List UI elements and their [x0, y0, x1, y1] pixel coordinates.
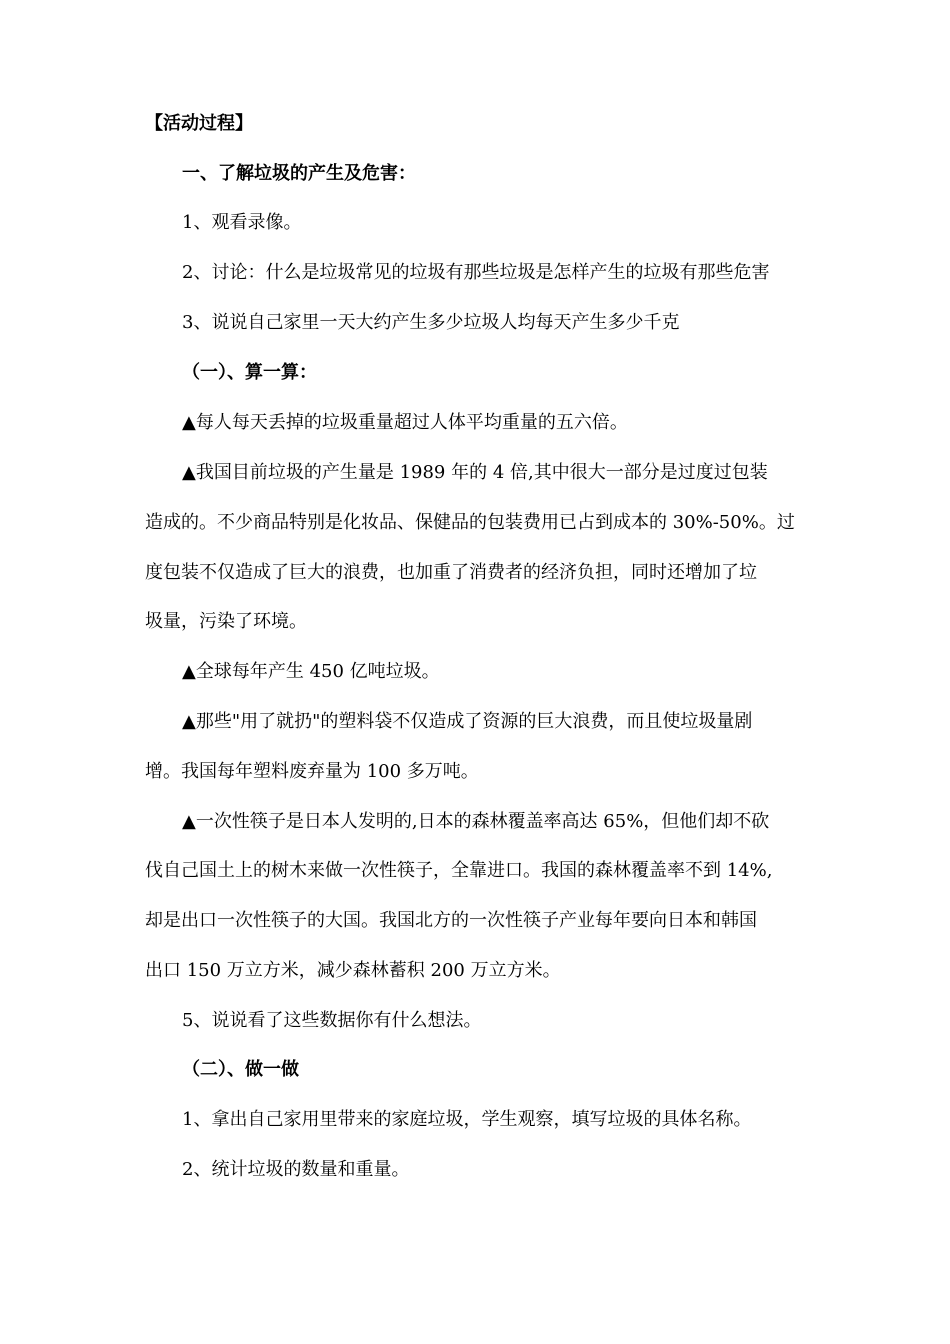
fact-paragraph-line: 增。我国每年塑料废弃量为 100 多万吨。 — [145, 761, 479, 782]
fact-paragraph-line: 却是出口一次性筷子的大国。我国北方的一次性筷子产业每年要向日本和韩国 — [145, 910, 757, 931]
fact-paragraph-line: 圾量，污染了环境。 — [145, 611, 307, 632]
list-item: 2、讨论：什么是垃圾常见的垃圾有那些垃圾是怎样产生的垃圾有那些危害 — [182, 262, 770, 283]
list-item: 2、统计垃圾的数量和重量。 — [182, 1159, 410, 1180]
subsection-calculate-title: （一）、算一算： — [182, 362, 317, 383]
fact-paragraph-line: 出口 150 万立方米，减少森林蓄积 200 万立方米。 — [145, 960, 561, 981]
section-one-title: 一、了解垃圾的产生及危害： — [182, 163, 416, 184]
list-item: 3、说说自己家里一天大约产生多少垃圾人均每天产生多少千克 — [182, 312, 680, 333]
fact-paragraph-line: ▲我国目前垃圾的产生量是 1989 年的 4 倍,其中很大一部分是过度过包装 — [182, 462, 768, 483]
fact-paragraph-line: 度包装不仅造成了巨大的浪费，也加重了消费者的经济负担，同时还增加了垃 — [145, 562, 757, 583]
fact-paragraph: ▲全球每年产生 450 亿吨垃圾。 — [182, 661, 440, 682]
list-item: 1、观看录像。 — [182, 212, 302, 233]
fact-paragraph-line: 伐自己国土上的树木来做一次性筷子，全靠进口。我国的森林覆盖率不到 14%, — [145, 860, 773, 881]
list-item: 5、说说看了这些数据你有什么想法。 — [182, 1010, 482, 1031]
subsection-do-title: （二）、做一做 — [182, 1059, 299, 1080]
fact-paragraph-line: ▲那些"用了就扔"的塑料袋不仅造成了资源的巨大浪费，而且使垃圾量剧 — [182, 711, 753, 732]
list-item: 1、拿出自己家用里带来的家庭垃圾，学生观察，填写垃圾的具体名称。 — [182, 1109, 752, 1130]
fact-paragraph-line: 造成的。不少商品特别是化妆品、保健品的包装费用已占到成本的 30%-50%。过 — [145, 512, 795, 533]
fact-paragraph: ▲每人每天丢掉的垃圾重量超过人体平均重量的五六倍。 — [182, 412, 628, 433]
fact-paragraph-line: ▲一次性筷子是日本人发明的,日本的森林覆盖率高达 65%，但他们却不砍 — [182, 811, 770, 832]
activity-process-heading: 【活动过程】 — [145, 113, 253, 134]
